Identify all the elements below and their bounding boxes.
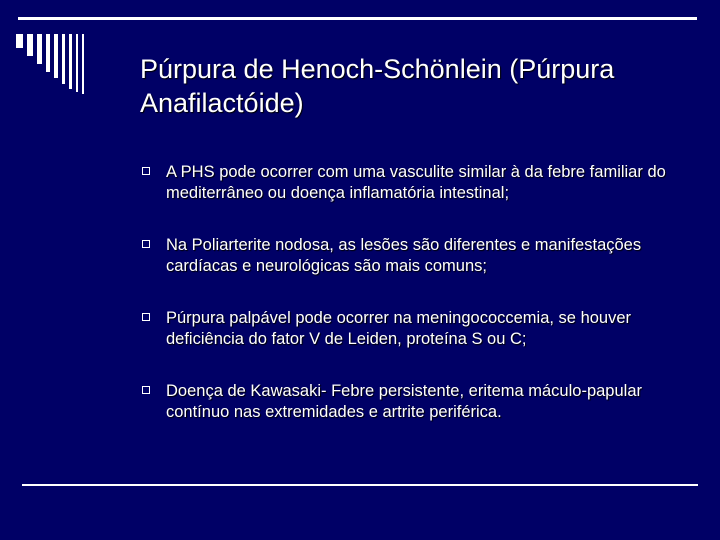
bullet-text: Púrpura palpável pode ocorrer na meningococcemia, se houver deficiência do fator V de Leiden, proteína S ou C; [166, 309, 632, 348]
hollow-square-icon [142, 386, 150, 394]
stripe-9 [82, 34, 84, 94]
bullet-item [140, 162, 700, 204]
bullet-text: A PHS pode ocorrer com uma vasculite similar à da febre familiar do mediterrâneo ou doença inflamatória intestinal; [166, 163, 666, 202]
bullet-text: Na Poliarterite nodosa, as lesões são diferentes e manifestações cardíacas e neurológicas são mais comuns; [166, 236, 642, 275]
bullet-item [140, 235, 700, 277]
stripe-7 [69, 34, 72, 89]
hollow-square-icon [142, 240, 150, 248]
stripe-2 [27, 34, 33, 56]
stripe-4 [46, 34, 50, 72]
hollow-square-icon [142, 167, 150, 175]
stripe-8 [76, 34, 78, 92]
stripe-6 [62, 34, 65, 84]
bullet-text: Doença de Kawasaki- Febre persistente, eritema máculo-papular contínuo nas extremidades e artrite periférica. [166, 382, 642, 421]
stripe-5 [54, 34, 58, 78]
decorative-stripes [16, 34, 136, 94]
stripe-1 [16, 34, 23, 48]
bullet-list [140, 162, 700, 454]
slide-title: Púrpura de Henoch-Schönlein (Púrpura Anafilactóide) [140, 54, 615, 118]
hollow-square-icon [142, 313, 150, 321]
bullet-item [140, 381, 700, 423]
top-rule-line [18, 17, 697, 20]
bullet-item [140, 308, 700, 350]
stripe-3 [37, 34, 42, 64]
bottom-rule-line [22, 484, 698, 486]
